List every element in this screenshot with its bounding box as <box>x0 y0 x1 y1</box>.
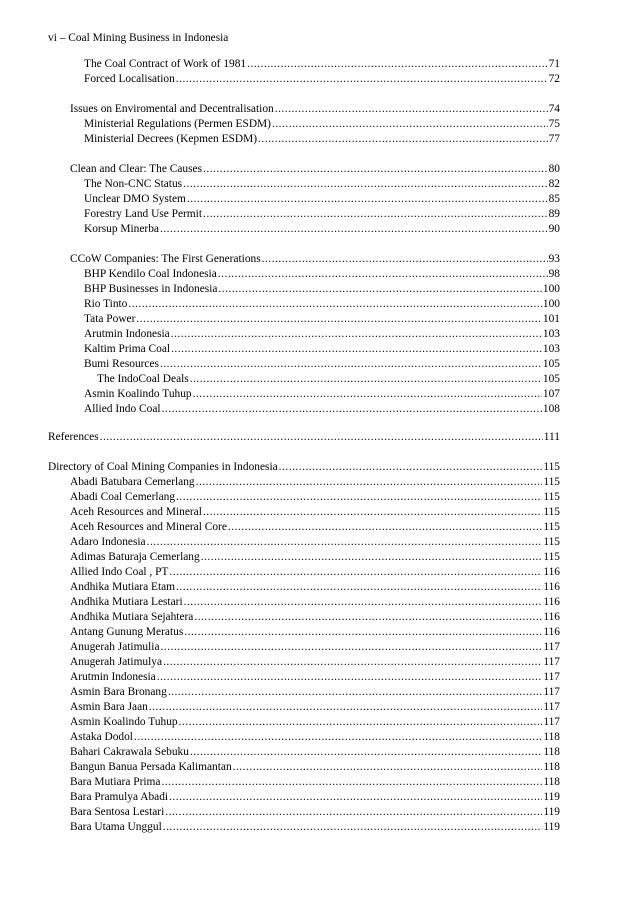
toc-entry[interactable] <box>70 580 560 595</box>
toc-entry-page-number: 116 <box>543 611 560 623</box>
toc-entry[interactable] <box>70 700 560 715</box>
dot-leader <box>147 535 543 550</box>
dot-leader <box>279 460 543 475</box>
toc-entry-page-number: 116 <box>543 581 560 593</box>
dot-leader <box>128 297 542 312</box>
toc-entry[interactable] <box>70 760 560 775</box>
toc-entry-page-number: 116 <box>543 566 560 578</box>
dot-leader <box>100 430 543 445</box>
toc-entry[interactable] <box>70 475 560 490</box>
toc-entry[interactable] <box>84 72 560 87</box>
toc-entry[interactable] <box>70 162 560 177</box>
toc-entry-title: Asmin Koalindo Tuhup <box>70 716 178 728</box>
dot-leader <box>162 402 542 417</box>
toc-entry-page-number: 71 <box>548 58 560 70</box>
toc-entry-title: Abadi Coal Cemerlang <box>70 491 176 503</box>
toc-entry[interactable] <box>70 505 560 520</box>
toc-entry[interactable] <box>70 550 560 565</box>
toc-entry[interactable] <box>70 610 560 625</box>
toc-entry[interactable] <box>48 430 560 445</box>
toc-entry-title: Bahari Cakrawala Sebuku <box>70 746 189 758</box>
toc-entry-page-number: 118 <box>543 776 560 788</box>
toc-entry-title: Bara Mutiara Prima <box>70 776 161 788</box>
toc-entry[interactable] <box>70 655 560 670</box>
dot-leader <box>187 192 548 207</box>
toc-entry-page-number: 100 <box>542 283 560 295</box>
toc-entry-page-number: 82 <box>548 178 560 190</box>
dot-leader <box>184 625 542 640</box>
toc-entry[interactable] <box>70 670 560 685</box>
toc-entry[interactable] <box>70 790 560 805</box>
toc-entry[interactable] <box>70 640 560 655</box>
toc-entry-page-number: 105 <box>542 358 560 370</box>
toc-entry-page-number: 118 <box>543 746 560 758</box>
dot-leader <box>169 565 542 580</box>
toc-entry-title: Ministerial Decrees (Kepmen ESDM) <box>84 133 258 145</box>
toc-entry-title: Asmin Koalindo Tuhup <box>84 388 192 400</box>
toc-entry-title: Tata Power <box>84 313 136 325</box>
toc-entry-title: Bara Pramulya Abadi <box>70 791 169 803</box>
toc-entry[interactable] <box>84 387 560 402</box>
toc-entry-title: Arutmin Indonesia <box>84 328 170 340</box>
toc-entry-title: Adaro Indonesia <box>70 536 146 548</box>
toc-entry[interactable] <box>84 222 560 237</box>
toc-entry-title: Aceh Resources and Mineral <box>70 506 202 518</box>
toc-entry-title: Issues on Enviromental and Decentralisation <box>70 103 274 115</box>
toc-entry-title: Allied Indo Coal <box>84 403 161 415</box>
toc-entry-page-number: 115 <box>543 521 560 533</box>
dot-leader <box>168 685 543 700</box>
dot-leader <box>247 57 548 72</box>
toc-entry-title: The IndoCoal Deals <box>97 373 189 385</box>
toc-entry-page-number: 116 <box>543 596 560 608</box>
dot-leader <box>176 72 548 87</box>
toc-entry[interactable] <box>84 132 560 147</box>
dot-leader <box>160 222 548 237</box>
dot-leader <box>272 117 548 132</box>
dot-leader <box>176 580 542 595</box>
toc-entry-title: References <box>48 431 99 443</box>
dot-leader <box>275 102 548 117</box>
toc-entry[interactable] <box>84 402 560 417</box>
toc-entry[interactable] <box>84 267 560 282</box>
toc-entry-title: BHP Businesses in Indonesia <box>84 283 218 295</box>
toc-entry[interactable] <box>70 685 560 700</box>
toc-entry-page-number: 118 <box>543 761 560 773</box>
toc-entry-page-number: 115 <box>543 491 560 503</box>
dot-leader <box>163 655 542 670</box>
toc-entry-title: Clean and Clear: The Causes <box>70 163 203 175</box>
toc-entry-title: Andhika Mutiara Lestari <box>70 596 183 608</box>
toc-entry-page-number: 107 <box>542 388 560 400</box>
toc-entry[interactable] <box>70 565 560 580</box>
toc-entry-page-number: 115 <box>543 536 560 548</box>
toc-entry-title: Bumi Resources <box>84 358 159 370</box>
toc-entry-page-number: 111 <box>543 431 560 443</box>
toc-entry-page-number: 117 <box>543 656 560 668</box>
toc-entry-page-number: 103 <box>542 328 560 340</box>
toc-entry[interactable] <box>84 117 560 132</box>
toc-entry-title: Abadi Batubara Cemerlang <box>70 476 195 488</box>
dot-leader <box>183 177 548 192</box>
toc-entry[interactable] <box>70 535 560 550</box>
toc-entry-page-number: 89 <box>548 208 560 220</box>
toc-entry-page-number: 77 <box>548 133 560 145</box>
toc-entry-title: Anugerah Jatimulia <box>70 641 160 653</box>
dot-leader <box>218 282 541 297</box>
toc-entry-title: Unclear DMO System <box>84 193 186 205</box>
toc-entry[interactable] <box>48 460 560 475</box>
toc-entry-title: Arutmin Indonesia <box>70 671 156 683</box>
dot-leader <box>136 312 542 327</box>
toc-entry-title: The Coal Contract of Work of 1981 <box>84 58 247 70</box>
toc-entry[interactable] <box>70 520 560 535</box>
toc-entry-page-number: 116 <box>543 626 560 638</box>
toc-entry-page-number: 117 <box>543 671 560 683</box>
dot-leader <box>165 805 542 820</box>
toc-entry-title: Andhika Mutiara Sejahtera <box>70 611 194 623</box>
dot-leader <box>218 267 548 282</box>
toc-entry[interactable] <box>70 595 560 610</box>
toc-entry-title: Asmin Bara Jaan <box>70 701 148 713</box>
toc-entry[interactable] <box>70 730 560 745</box>
toc-entry-title: Directory of Coal Mining Companies in Indonesia <box>48 461 278 473</box>
toc-entry-title: Korsup Minerba <box>84 223 159 235</box>
dot-leader <box>196 475 543 490</box>
dot-leader <box>203 162 548 177</box>
toc-entry-title: Ministerial Regulations (Permen ESDM) <box>84 118 271 130</box>
toc-entry[interactable] <box>84 177 560 192</box>
toc-entry-title: Astaka Dodol <box>70 731 133 743</box>
toc-entry[interactable] <box>84 312 560 327</box>
toc-entry[interactable] <box>70 102 560 117</box>
toc-entry[interactable] <box>84 297 560 312</box>
toc-entry-page-number: 98 <box>548 268 560 280</box>
toc-entry-title: Adimas Baturaja Cemerlang <box>70 551 200 563</box>
dot-leader <box>157 670 543 685</box>
toc-entry-page-number: 108 <box>542 403 560 415</box>
dot-leader <box>258 132 548 147</box>
running-header: vi – Coal Mining Business in Indonesia <box>48 32 229 44</box>
dot-leader <box>194 610 542 625</box>
toc-entry[interactable] <box>70 252 560 267</box>
dot-leader <box>161 640 543 655</box>
dot-leader <box>149 700 543 715</box>
toc-entry-title: Antang Gunung Meratus <box>70 626 184 638</box>
toc-entry[interactable] <box>70 805 560 820</box>
toc-entry-page-number: 90 <box>548 223 560 235</box>
dot-leader <box>262 252 548 267</box>
toc-entry-title: Kaltim Prima Coal <box>84 343 171 355</box>
toc-entry-page-number: 115 <box>543 476 560 488</box>
dot-leader <box>176 490 542 505</box>
dot-leader <box>171 342 542 357</box>
toc-entry[interactable] <box>84 207 560 222</box>
toc-entry-page-number: 117 <box>543 716 560 728</box>
toc-entry-title: Andhika Mutiara Etam <box>70 581 176 593</box>
dot-leader <box>233 760 543 775</box>
toc-entry-page-number: 101 <box>542 313 560 325</box>
dot-leader <box>203 207 548 222</box>
dot-leader <box>169 790 542 805</box>
toc-entry-title: Forced Localisation <box>84 73 175 85</box>
toc-entry[interactable] <box>70 775 560 790</box>
dot-leader <box>193 387 542 402</box>
toc-entry-title: Bangun Banua Persada Kalimantan <box>70 761 232 773</box>
dot-leader <box>171 327 542 342</box>
toc-entry-page-number: 100 <box>542 298 560 310</box>
toc-entry-page-number: 119 <box>543 821 560 833</box>
toc-entry[interactable] <box>70 820 560 835</box>
dot-leader <box>228 520 542 535</box>
toc-entry-page-number: 117 <box>543 641 560 653</box>
dot-leader <box>161 775 542 790</box>
toc-entry-title: Bara Sentosa Lestari <box>70 806 165 818</box>
toc-entry-title: CCoW Companies: The First Generations <box>70 253 261 265</box>
toc-entry-title: Anugerah Jatimulya <box>70 656 163 668</box>
toc-entry-page-number: 117 <box>543 686 560 698</box>
toc-entry[interactable] <box>70 490 560 505</box>
toc-entry[interactable] <box>84 342 560 357</box>
dot-leader <box>201 550 543 565</box>
toc-entry-page-number: 93 <box>548 253 560 265</box>
toc-entry-page-number: 72 <box>548 73 560 85</box>
toc-entry-page-number: 115 <box>543 551 560 563</box>
toc-entry-page-number: 103 <box>542 343 560 355</box>
toc-entry-title: Rio Tinto <box>84 298 128 310</box>
toc-entry-page-number: 115 <box>543 506 560 518</box>
toc-entry-title: Forestry Land Use Permit <box>84 208 202 220</box>
dot-leader <box>179 715 543 730</box>
toc-entry[interactable] <box>84 357 560 372</box>
dot-leader <box>163 820 543 835</box>
toc-entry-title: Allied Indo Coal , PT <box>70 566 169 578</box>
toc-entry-title: BHP Kendilo Coal Indonesia <box>84 268 217 280</box>
toc-entry-page-number: 119 <box>543 806 560 818</box>
toc-entry-page-number: 80 <box>548 163 560 175</box>
toc-entry-title: Bara Utama Unggul <box>70 821 162 833</box>
toc-entry-page-number: 105 <box>542 373 560 385</box>
toc-entry-page-number: 74 <box>548 103 560 115</box>
toc-entry-page-number: 75 <box>548 118 560 130</box>
toc-entry-title: Aceh Resources and Mineral Core <box>70 521 227 533</box>
toc-entry[interactable] <box>84 57 560 72</box>
toc-entry[interactable] <box>70 745 560 760</box>
dot-leader <box>184 595 543 610</box>
toc-entry[interactable] <box>84 282 560 297</box>
dot-leader <box>160 357 542 372</box>
toc-entry-page-number: 85 <box>548 193 560 205</box>
toc-entry[interactable] <box>70 715 560 730</box>
dot-leader <box>190 745 542 760</box>
toc-entry-page-number: 119 <box>543 791 560 803</box>
toc-entry[interactable] <box>70 625 560 640</box>
dot-leader <box>203 505 542 520</box>
toc-entry-title: The Non-CNC Status <box>84 178 183 190</box>
toc-entry-page-number: 118 <box>543 731 560 743</box>
toc-entry-page-number: 117 <box>543 701 560 713</box>
dot-leader <box>134 730 542 745</box>
dot-leader <box>190 372 542 387</box>
toc-entry[interactable] <box>84 327 560 342</box>
toc-entry[interactable] <box>84 192 560 207</box>
toc-entry[interactable] <box>97 372 560 387</box>
toc-entry-page-number: 115 <box>543 461 560 473</box>
toc-entry-title: Asmin Bara Bronang <box>70 686 167 698</box>
